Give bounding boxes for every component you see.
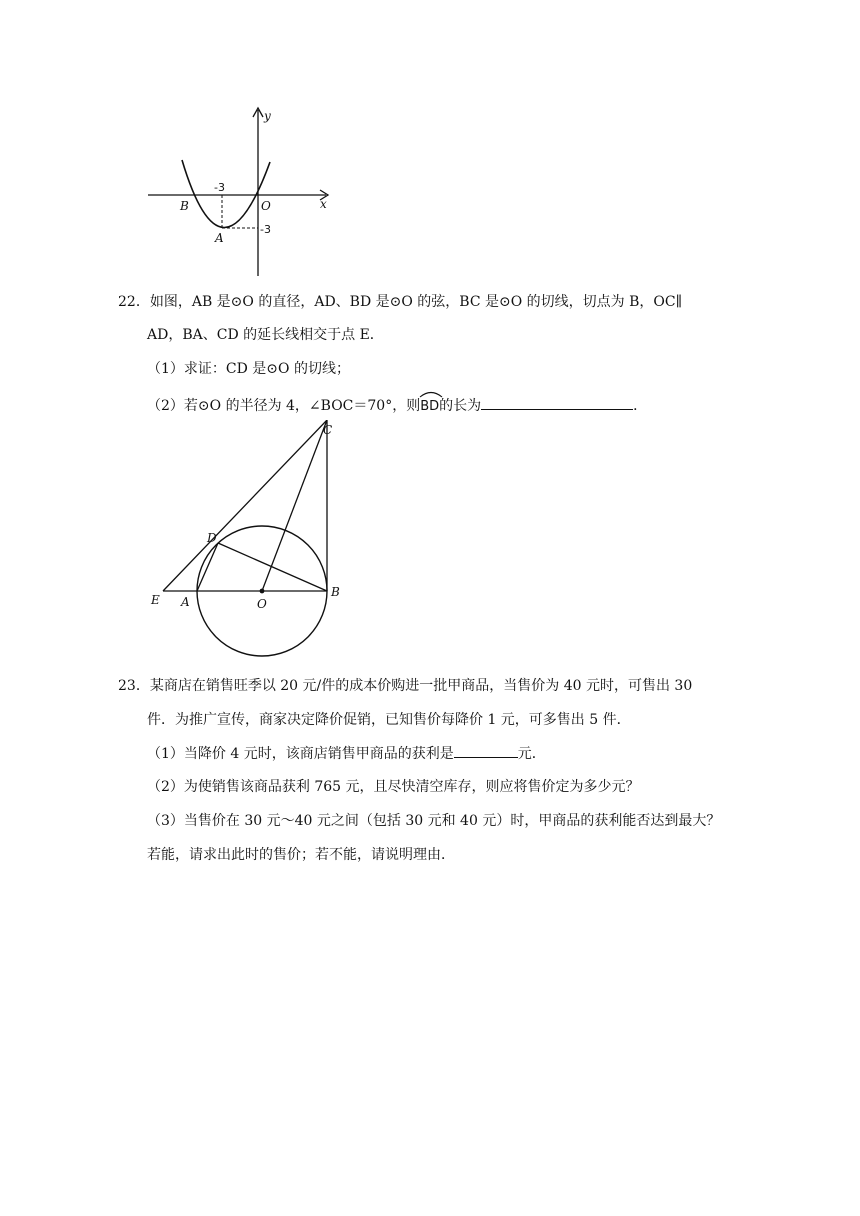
q22-answer-blank[interactable]: [481, 395, 633, 410]
q22-stem-text1: 如图，AB 是⊙O 的直径，AD、BD 是⊙O 的弦，BC 是⊙O 的切线，切点为 B，OC∥: [149, 294, 683, 310]
parabola-figure: [140, 104, 340, 280]
label-B: B: [331, 585, 340, 599]
label-x: x: [320, 197, 327, 211]
q23-part1: （1）当降价 4 元时，该商店销售甲商品的获利是 元．: [147, 743, 546, 764]
arc-symbol-icon: [419, 390, 443, 398]
q23-part2: （2）为使销售该商品获利 765 元，且尽快清空库存，则应将售价定为多少元？: [147, 779, 640, 795]
label-A: A: [215, 231, 224, 245]
circle-geometry-graph: [145, 420, 350, 665]
q22-part1: （1）求证：CD 是⊙O 的切线；: [147, 361, 350, 377]
q22-number: 22．: [118, 294, 150, 310]
label-y: y: [264, 109, 271, 123]
q23-number: 23．: [118, 678, 150, 694]
circle-figure: [145, 420, 350, 665]
label-neg3-x: -3: [214, 181, 225, 194]
label-D: D: [207, 531, 217, 545]
q23-stem-line1: 23．某商店在销售旺季以 20 元/件的成本价购进一批甲商品，当售价为 40 元时，可售出 30: [118, 678, 693, 694]
q23-part3-line2: 若能，请求出此时的售价；若不能，请说明理由．: [147, 847, 455, 863]
arc-bd-label: BD: [420, 394, 439, 417]
label-B: B: [180, 199, 189, 213]
q23-answer-blank[interactable]: [454, 743, 518, 758]
q22-stem-line2: AD，BA、CD 的延长线相交于点 E．: [147, 327, 384, 343]
q22-stem-line1: [118, 292, 682, 312]
label-O: O: [261, 199, 271, 213]
q23-part3-line1: （3）当售价在 30 元～40 元之间（包括 30 元和 40 元）时，甲商品的获利能否达到最大？: [147, 813, 721, 829]
label-C: C: [323, 423, 333, 437]
label-neg3-y: -3: [260, 223, 271, 236]
q22-part2: （2）若⊙O 的半径为 4，∠BOC＝70°，则 BD的长为 ．: [147, 394, 647, 417]
label-O: O: [257, 597, 267, 611]
label-A: A: [181, 595, 190, 609]
parabola-graph: [140, 104, 340, 280]
q23-stem-line2: 件．为推广宣传，商家决定降价促销，已知售价每降价 1 元，可多售出 5 件．: [147, 712, 631, 728]
label-E: E: [151, 593, 160, 607]
